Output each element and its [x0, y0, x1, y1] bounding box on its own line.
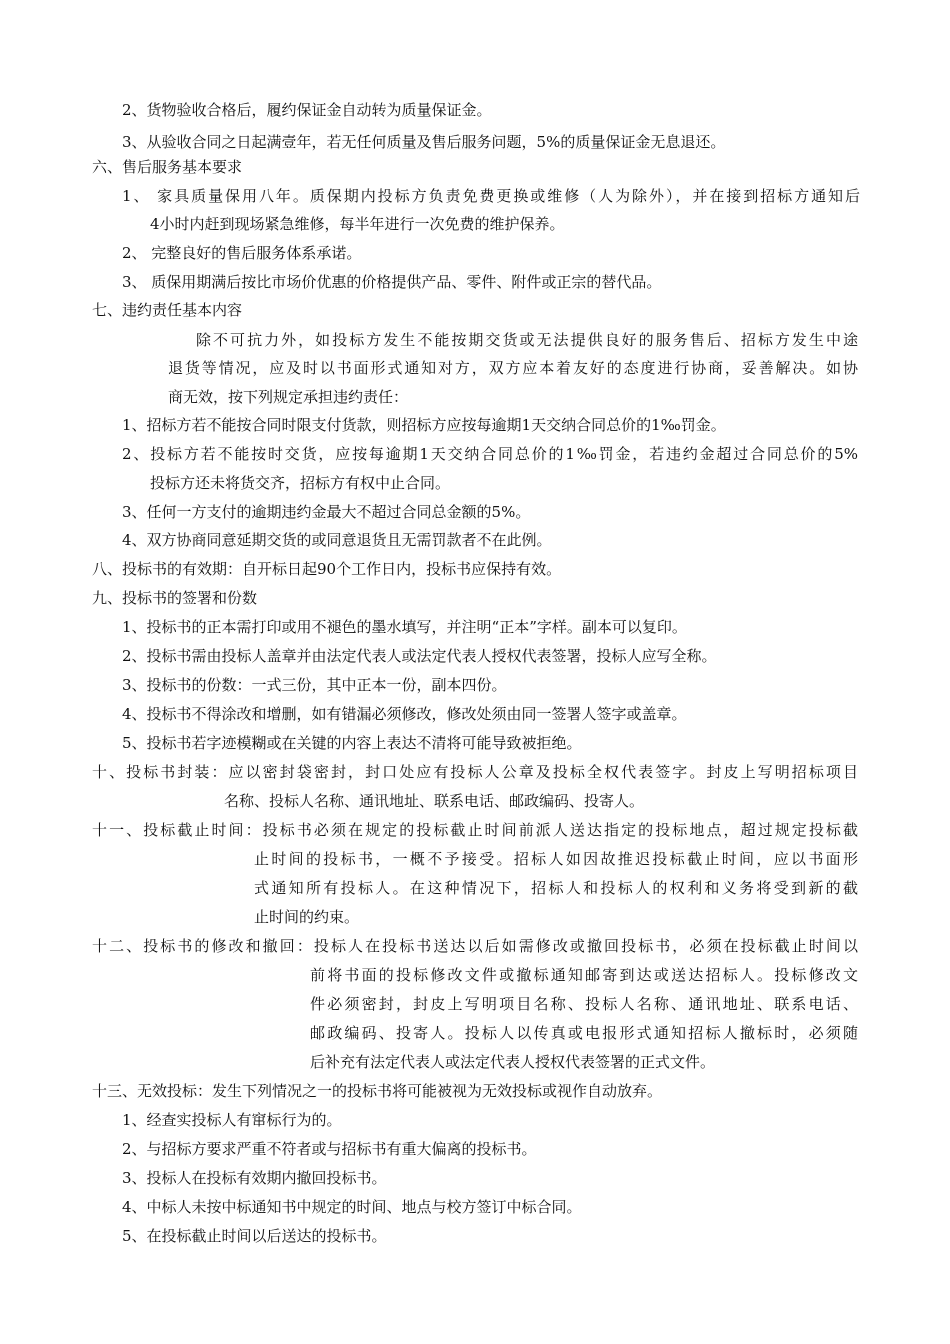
- text-line: 5、在投标截止时间以后送达的投标书。: [122, 1227, 387, 1245]
- text-line: 4、双方协商同意延期交货的或同意退货且无需罚款者不在此例。: [122, 531, 552, 549]
- section-heading: 十二、投标书的修改和撤回：投标人在投标书送达以后如需修改或撤回投标书，必须在投标截止时间以: [92, 937, 858, 955]
- section-heading: 六、售后服务基本要求: [92, 158, 243, 176]
- text-line: 4、中标人未按中标通知书中规定的时间、地点与校方签订中标合同。: [122, 1198, 582, 1216]
- section-heading: 十三、无效投标：发生下列情况之一的投标书将可能被视为无效投标或视作自动放弃。: [92, 1082, 663, 1100]
- text-line: 3、任何一方支付的逾期违约金最大不超过合同总金额的5%。: [122, 503, 531, 521]
- text-line: 5、投标书若字迹模糊或在关键的内容上表达不清将可能导致被拒绝。: [122, 734, 582, 752]
- text-line: 2、货物验收合格后，履约保证金自动转为质量保证金。: [122, 101, 492, 119]
- text-line: 2、投标方若不能按时交货，应按每逾期1天交纳合同总价的1‰罚金，若违约金超过合同总价的5%: [122, 445, 858, 463]
- section-heading: 九、投标书的签署和份数: [92, 589, 258, 607]
- text-line: 后补充有法定代表人或法定代表人授权代表签署的正式文件。: [310, 1053, 716, 1071]
- section-heading: 七、违约责任基本内容: [92, 301, 243, 319]
- text-line: 3、 质保用期满后按比市场价优惠的价格提供产品、零件、附件或正宗的替代品。: [122, 273, 662, 291]
- section-heading: 十一、投标截止时间：投标书必须在规定的投标截止时间前派人送达指定的投标地点，超过规定投标截: [92, 821, 858, 839]
- text-line: 3、投标人在投标有效期内撤回投标书。: [122, 1169, 387, 1187]
- text-line: 2、投标书需由投标人盖章并由法定代表人或法定代表人授权代表签署，投标人应写全称。: [122, 647, 717, 665]
- text-line: 名称、投标人名称、通讯地址、联系电话、邮政编码、投寄人。: [224, 792, 645, 810]
- text-line: 除不可抗力外，如投标方发生不能按期交货或无法提供良好的服务售后、招标方发生中途: [196, 331, 858, 349]
- text-line: 件必须密封，封皮上写明项目名称、投标人名称、通讯地址、联系电话、: [310, 995, 858, 1013]
- text-line: 3、投标书的份数：一式三份，其中正本一份，副本四份。: [122, 676, 507, 694]
- text-line: 1、 家具质量保用八年。质保期内投标方负责免费更换或维修（人为除外），并在接到招标方通知后: [122, 187, 860, 205]
- section-heading: 八、投标书的有效期：自开标日起90个工作日内，投标书应保持有效。: [92, 560, 562, 578]
- text-line: 止时间的约束。: [254, 908, 360, 926]
- text-line: 商无效，按下列规定承担违约责任：: [168, 388, 409, 406]
- text-line: 1、经查实投标人有窜标行为的。: [122, 1111, 342, 1129]
- text-line: 4、投标书不得涂改和增删，如有错漏必须修改，修改处须由同一签署人签字或盖章。: [122, 705, 687, 723]
- text-line: 退货等情况，应及时以书面形式通知对方，双方应本着友好的态度进行协商，妥善解决。如协: [168, 359, 858, 377]
- text-line: 前将书面的投标修改文件或撤标通知邮寄到达或送达招标人。投标修改文: [310, 966, 858, 984]
- text-line: 1、招标方若不能按合同时限支付货款，则招标方应按每逾期1天交纳合同总价的1‰罚金。: [122, 416, 726, 434]
- text-line: 止时间的投标书，一概不予接受。招标人如因故推迟投标截止时间，应以书面形: [254, 850, 858, 868]
- text-line: 邮政编码、投寄人。投标人以传真或电报形式通知招标人撤标时，必须随: [310, 1024, 858, 1042]
- text-line: 4小时内赶到现场紧急维修，每半年进行一次免费的维护保养。: [150, 215, 565, 233]
- text-line: 2、与招标方要求严重不符者或与招标书有重大偏离的投标书。: [122, 1140, 537, 1158]
- text-line: 2、 完整良好的售后服务体系承诺。: [122, 244, 362, 262]
- text-line: 投标方还未将货交齐，招标方有权中止合同。: [150, 474, 451, 492]
- text-line: 1、投标书的正本需打印或用不褪色的墨水填写，并注明“正本”字样。副本可以复印。: [122, 618, 687, 636]
- section-heading: 十、投标书封装：应以密封袋密封，封口处应有投标人公章及投标全权代表签字。封皮上写明招标项目: [92, 763, 858, 781]
- text-line: 3、从验收合同之日起满壹年，若无任何质量及售后服务问题，5%的质量保证金无息退还。: [122, 133, 726, 151]
- text-line: 式通知所有投标人。在这种情况下，招标人和投标人的权利和义务将受到新的截: [254, 879, 858, 897]
